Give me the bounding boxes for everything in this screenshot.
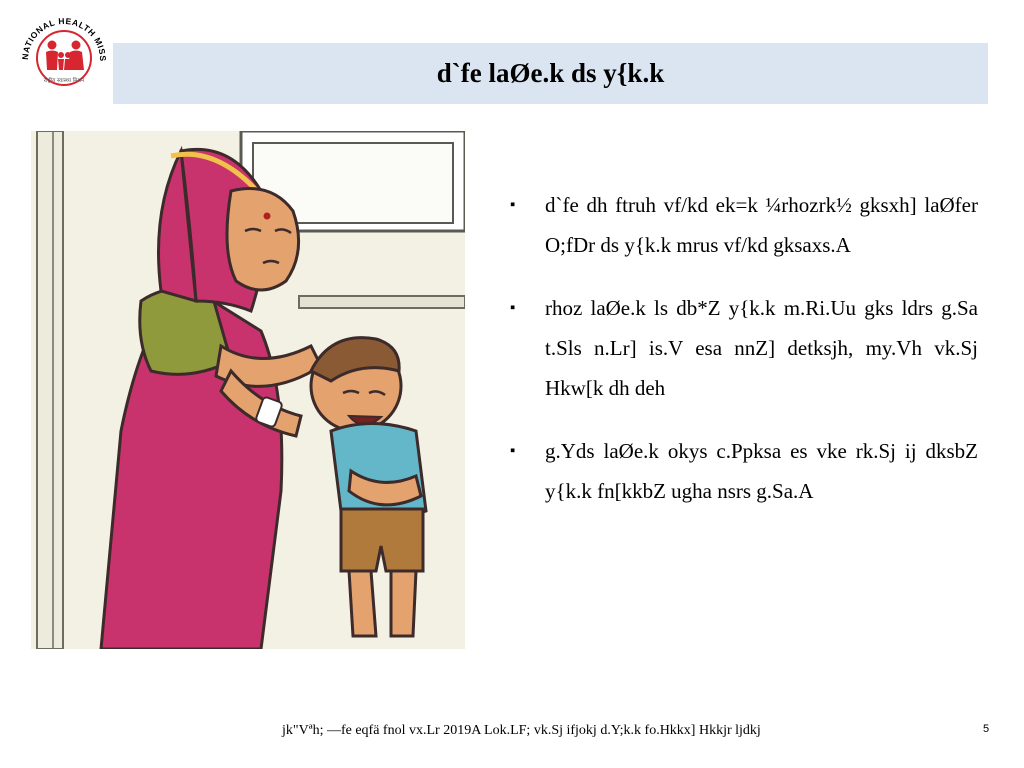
page-number: 5 <box>983 723 990 735</box>
bullet-text: rhoz laØe.k ls db*Z y{k.k m.Ri.Uu gks ldrs g.Sa t.Sls n.Lr] is.V esa nnZ] detksjh, my.Vh vk.Sj Hkw[k dh deh <box>545 296 978 400</box>
logo-tagline: राष्ट्रीय स्वास्थ्य मिशन <box>43 78 85 84</box>
bullet-item-2 <box>508 288 978 408</box>
bullet-marker-icon: ▪ <box>510 443 516 459</box>
footer-text: jk"Vªh; —fe eqfä fnol vx.Lr 2019A Lok.LF; vk.Sj ifjokj d.Y;k.k fo.Hkkx] Hkkjr ljdkj <box>282 723 761 738</box>
bullet-list <box>508 185 978 511</box>
logo-ring-text: NATIONAL HEALTH MISS <box>19 15 109 62</box>
family-logo-icon <box>14 8 114 98</box>
slide-title: d`fe laØe.k ds y{k.k <box>436 58 665 88</box>
mother-child-stomach-ache-illustration <box>31 131 465 649</box>
bullet-text: g.Yds laØe.k okys c.Ppksa es vke rk.Sj ij dksbZ y{k.k fn[kkbZ ugha nsrs g.Sa.A <box>545 439 978 503</box>
bullet-item-3 <box>508 431 978 511</box>
title-bar <box>113 43 988 104</box>
bullet-marker-icon: ▪ <box>510 300 516 316</box>
nhm-logo <box>14 8 114 98</box>
bullet-text: d`fe dh ftruh vf/kd ek=k ¼rhozrk½ gksxh] laØfer O;fDr ds y{k.k mrus vf/kd gksaxs.A <box>545 193 978 257</box>
bullet-marker-icon: ▪ <box>510 197 516 213</box>
bullet-item-1 <box>508 185 978 265</box>
